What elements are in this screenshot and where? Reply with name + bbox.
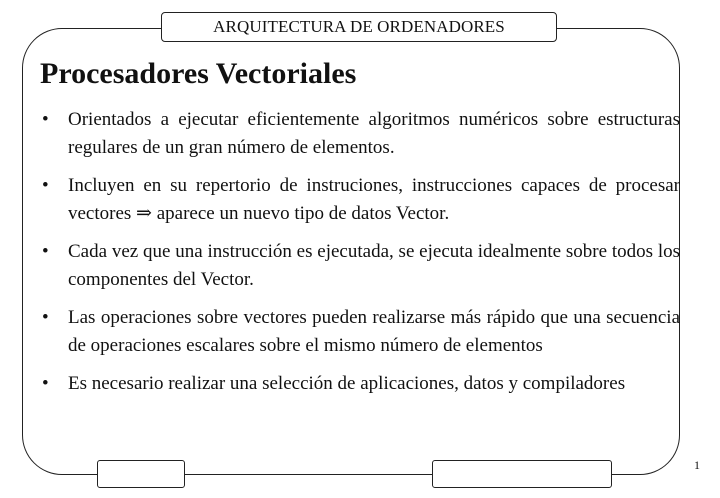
bullet-item: • Cada vez que una instrucción es ejecutada, se ejecuta idealmente sobre todos los componentes del Vector. xyxy=(40,238,680,294)
footer-box-right xyxy=(432,460,612,488)
slide-title: Procesadores Vectoriales xyxy=(40,57,357,90)
bullet-item: • Orientados a ejecutar eficientemente algoritmos numéricos sobre estructuras regulares de un gran número de elementos. xyxy=(40,106,680,162)
footer-box-left xyxy=(97,460,185,488)
bullet-item: • Incluyen en su repertorio de instruciones, instrucciones capaces de procesar vectores ⇒ aparece un nuevo tipo de datos Vector. xyxy=(40,172,680,228)
slide-header xyxy=(161,12,557,42)
page-number: 1 xyxy=(694,458,700,472)
bullet-item: • Es necesario realizar una selección de aplicaciones, datos y compiladores xyxy=(40,370,680,398)
bullet-item: • Las operaciones sobre vectores pueden realizarse más rápido que una secuencia de operaciones escalares sobre el mismo número de elementos xyxy=(40,304,680,360)
header-text: ARQUITECTURA DE ORDENADORES xyxy=(213,17,505,36)
bullet-list xyxy=(40,106,680,408)
